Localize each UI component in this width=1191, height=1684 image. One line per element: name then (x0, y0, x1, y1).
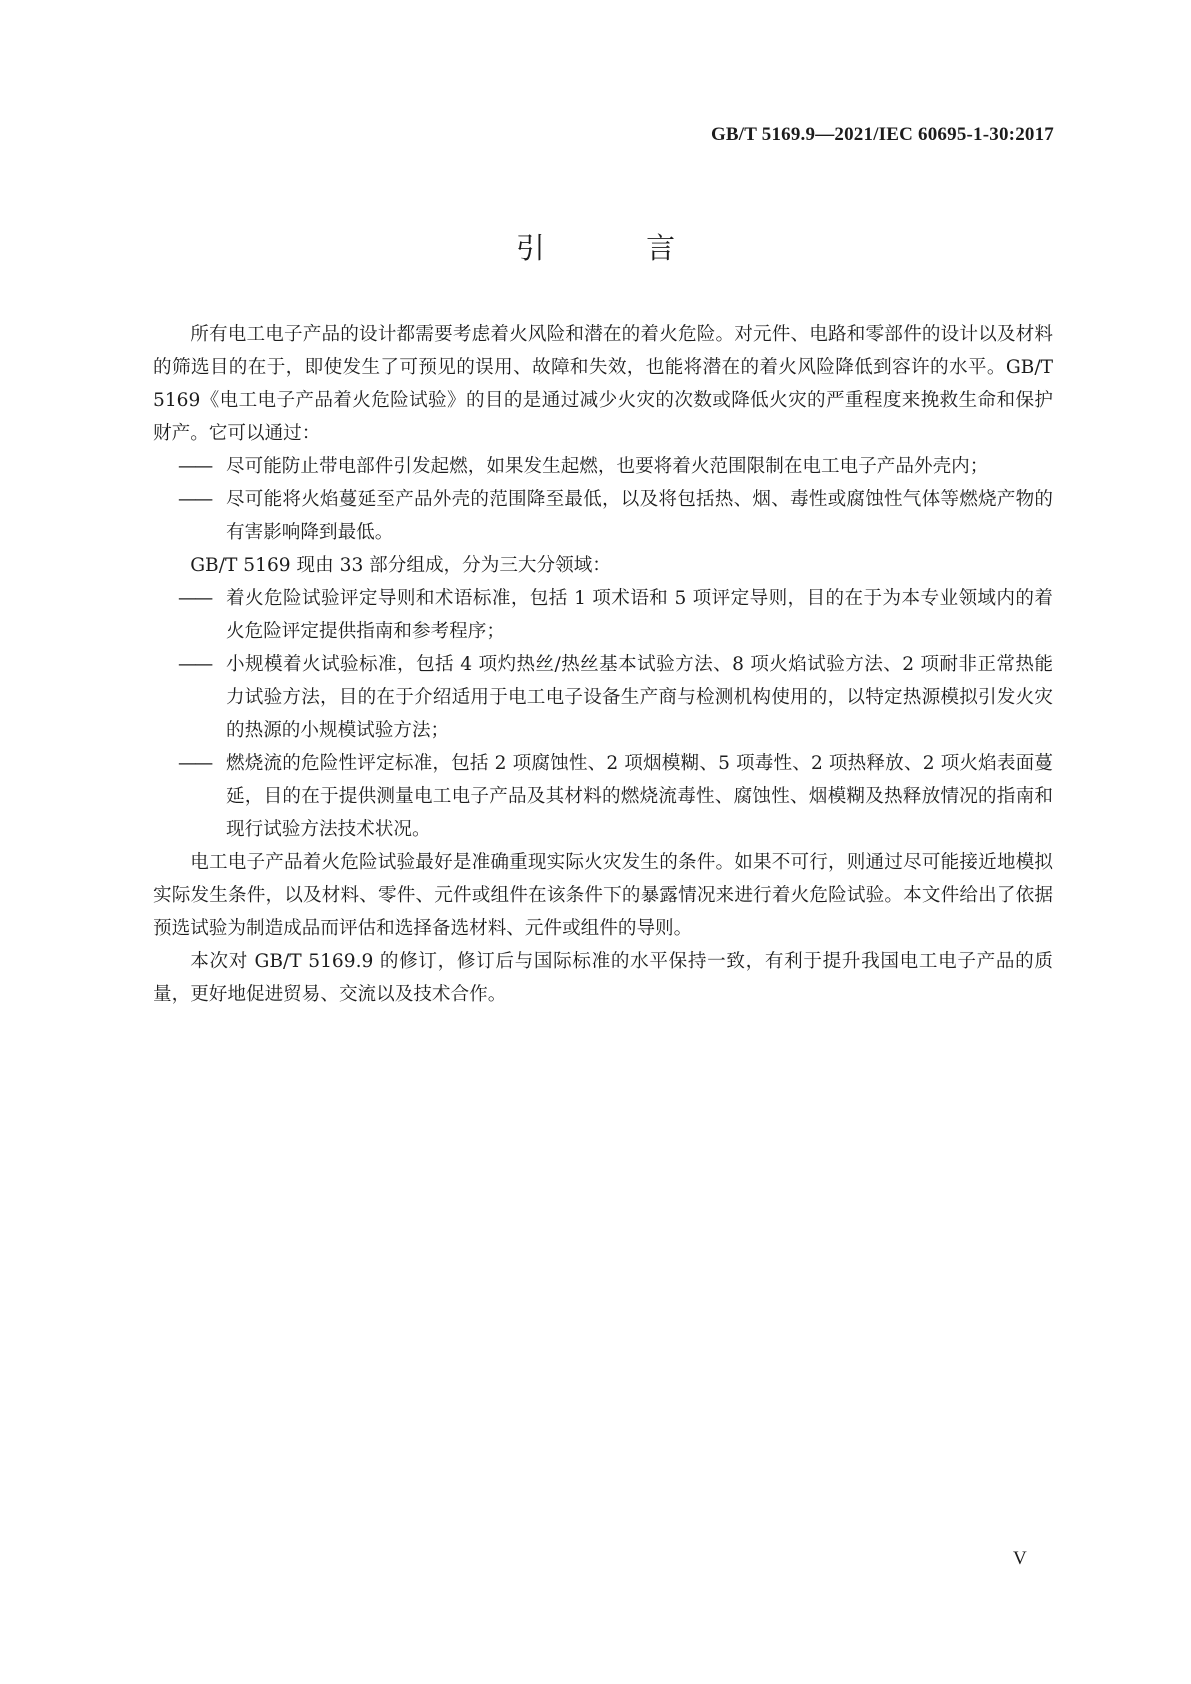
page-number: V (1013, 1548, 1027, 1569)
list-item (153, 483, 1053, 549)
dash-marker: —— (178, 753, 212, 774)
page-title: 引 言 (515, 231, 722, 265)
document-body (153, 318, 1053, 1011)
paragraph-composition: GB/T 5169 现由 33 部分组成，分为三大分领域： (190, 555, 611, 576)
list-item-text: 小规模着火试验标准，包括 4 项灼热丝/热丝基本试验方法、8 项火焰试验方法、2 项耐非正常热能力试验方法，目的在于介绍适用于电工电子设备生产商与检测机构使用的，以特定热源模拟引发火灾的热源的小规模试验方法； (226, 654, 1053, 741)
list-item (153, 450, 1053, 483)
dash-marker: —— (178, 588, 212, 609)
paragraph-intro: 所有电工电子产品的设计都需要考虑着火风险和潜在的着火危险。对元件、电路和零部件的设计以及材料的筛选目的在于，即使发生了可预见的误用、故障和失效，也能将潜在的着火风险降低到容许的水平。GB/T 5169《电工电子产品着火危险试验》的目的是通过减少火灾的次数或降低火灾的严重程度来挽救生命和保护财产。它可以通过： (153, 324, 1053, 444)
list-item (153, 747, 1053, 846)
dash-marker: —— (178, 654, 212, 675)
list-item (153, 582, 1053, 648)
dash-marker: —— (178, 456, 212, 477)
paragraph-test-conditions: 电工电子产品着火危险试验最好是准确重现实际火灾发生的条件。如果不可行，则通过尽可能接近地模拟实际发生条件，以及材料、零件、元件或组件在该条件下的暴露情况来进行着火危险试验。本文件给出了依据预选试验为制造成品而评估和选择备选材料、元件或组件的导则。 (153, 852, 1053, 939)
list-item-text: 着火危险试验评定导则和术语标准，包括 1 项术语和 5 项评定导则，目的在于为本专业领域内的着火危险评定提供指南和参考程序； (226, 588, 1053, 642)
list-item-text: 尽可能将火焰蔓延至产品外壳的范围降至最低，以及将包括热、烟、毒性或腐蚀性气体等燃烧产物的有害影响降到最低。 (226, 489, 1053, 543)
dash-marker: —— (178, 489, 212, 510)
list-item-text: 尽可能防止带电部件引发起燃，如果发生起燃，也要将着火范围限制在电工电子产品外壳内； (226, 456, 989, 477)
list-item-text: 燃烧流的危险性评定标准，包括 2 项腐蚀性、2 项烟模糊、5 项毒性、2 项热释放、2 项火焰表面蔓延，目的在于提供测量电工电子产品及其材料的燃烧流毒性、腐蚀性、烟模糊及热释放情况的指南和现行试验方法技术状况。 (226, 753, 1053, 840)
paragraph-revision: 本次对 GB/T 5169.9 的修订，修订后与国际标准的水平保持一致，有利于提升我国电工电子产品的质量，更好地促进贸易、交流以及技术合作。 (153, 951, 1053, 1005)
list-item (153, 648, 1053, 747)
standard-number-header: GB/T 5169.9—2021/IEC 60695-1-30:2017 (710, 124, 1054, 145)
